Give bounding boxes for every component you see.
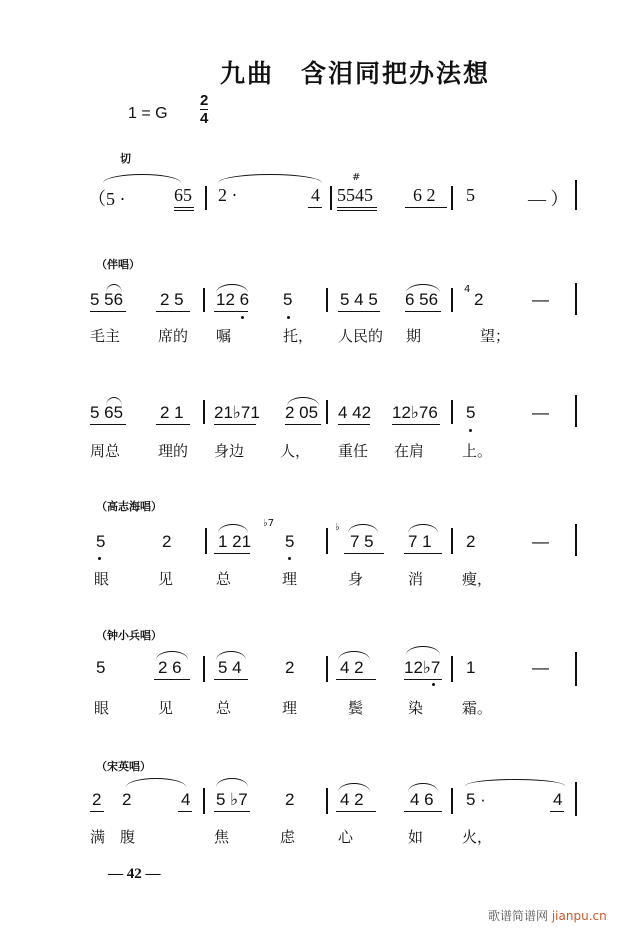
note: — ）: [528, 189, 569, 209]
note: 2: [122, 790, 132, 809]
lyric: 瘦，: [462, 570, 493, 588]
note: 2: [285, 658, 295, 677]
sharp-sign: #: [352, 172, 361, 183]
tempo-mark: 切: [120, 152, 131, 165]
note: 7 1: [408, 532, 432, 551]
note: 5 4 5: [340, 290, 378, 309]
note: 2 5: [160, 290, 184, 309]
lyric: 理: [282, 699, 298, 717]
note: 1: [466, 658, 476, 677]
note: 2 05: [285, 403, 319, 422]
note: 5: [96, 532, 106, 551]
lyric: 鬓: [348, 699, 364, 717]
lyric: 总: [216, 699, 232, 717]
note: 5 65: [90, 403, 124, 422]
lyric: 焦: [214, 828, 230, 846]
singer-label: （伴唱）: [96, 258, 140, 271]
note: 6 56: [405, 290, 439, 309]
note: 5: [466, 185, 475, 205]
lyric: 心: [338, 828, 354, 846]
note: —: [532, 532, 549, 551]
slur: [218, 174, 322, 183]
time-signature: 2 4: [200, 92, 209, 127]
lyric: 眼: [94, 570, 110, 588]
lyric: 上。: [462, 442, 493, 460]
note: 7 5: [350, 532, 374, 551]
lyric: 眼: [94, 699, 110, 717]
note: 2 1: [160, 403, 184, 422]
lyric: 消: [408, 570, 424, 588]
note: 5: [283, 290, 293, 309]
lyric: 周总: [90, 442, 121, 460]
lyric: 火，: [462, 828, 493, 846]
lyric: 重任: [338, 442, 369, 460]
note: 2: [285, 790, 295, 809]
note: 2: [162, 532, 172, 551]
note: 65: [174, 185, 192, 205]
singer-label: （宋英唱）: [96, 760, 151, 773]
grace-note: 4: [464, 284, 471, 295]
note: 5 ♭7: [216, 790, 248, 809]
lyric: 霜。: [462, 699, 493, 717]
note: 5 56: [90, 290, 124, 309]
note: 2 6: [158, 658, 182, 677]
lyric: 见: [158, 699, 174, 717]
note: 12♭7: [404, 658, 441, 677]
song-title: 九曲 含泪同把办法想: [220, 59, 491, 88]
lyric: 期: [406, 327, 422, 345]
lyric: 见: [158, 570, 174, 588]
lyric: 席的: [158, 327, 189, 345]
lyric: 嘱: [216, 327, 232, 345]
lyric: 理的: [158, 442, 189, 460]
note: 5: [466, 403, 476, 422]
watermark: 歌谱简谱网 jianpu.cn: [488, 909, 607, 923]
note: 2: [92, 790, 102, 809]
lyric: 理: [282, 570, 298, 588]
note: 12 6: [216, 290, 250, 309]
note: 21♭71: [214, 403, 260, 422]
note: 2: [474, 290, 484, 309]
lyric: 虑: [280, 828, 296, 846]
slur: [103, 174, 181, 183]
lyric: 人民的: [338, 327, 384, 345]
singer-label: （钟小兵唱）: [96, 629, 162, 642]
note: 2: [466, 532, 476, 551]
lyric: 满: [90, 828, 106, 846]
note: 2 ·: [218, 185, 238, 205]
note: 5 4: [218, 658, 242, 677]
note: 4 2: [340, 658, 364, 677]
lyric: 在肩: [394, 442, 425, 460]
lyric: 总: [216, 570, 232, 588]
key-signature: 1 = G: [128, 105, 168, 122]
lyric: 身: [348, 570, 364, 588]
note: 4: [311, 185, 320, 205]
lyric: 腹: [120, 828, 136, 846]
note: 1 21: [218, 532, 252, 551]
note: 4 2: [340, 790, 364, 809]
note: 5: [285, 532, 295, 551]
flat-grace: ♭7: [263, 518, 275, 529]
flat-sign: ♭: [335, 522, 340, 533]
note: （5 ·: [88, 189, 126, 209]
note: 12♭76: [392, 403, 438, 422]
lyric: 托，: [283, 327, 314, 345]
note: 4: [553, 790, 563, 809]
lyric: 染: [408, 699, 424, 717]
lyric: 望；: [480, 327, 511, 345]
note: —: [532, 403, 549, 422]
singer-label: （高志海唱）: [96, 500, 162, 513]
page-number: — 42 —: [108, 866, 161, 882]
note: 4 42: [338, 403, 372, 422]
note: —: [532, 658, 549, 677]
note: —: [532, 290, 549, 309]
lyric: 人，: [280, 442, 311, 460]
note: 5545: [337, 185, 373, 205]
lyric: 身边: [214, 442, 245, 460]
note: 5 ·: [466, 790, 486, 809]
note: 4 6: [410, 790, 434, 809]
note: 5: [96, 658, 106, 677]
note: 4: [181, 790, 191, 809]
lyric: 如: [408, 828, 424, 846]
lyric: 毛主: [90, 327, 121, 345]
note: 6 2: [413, 185, 436, 205]
